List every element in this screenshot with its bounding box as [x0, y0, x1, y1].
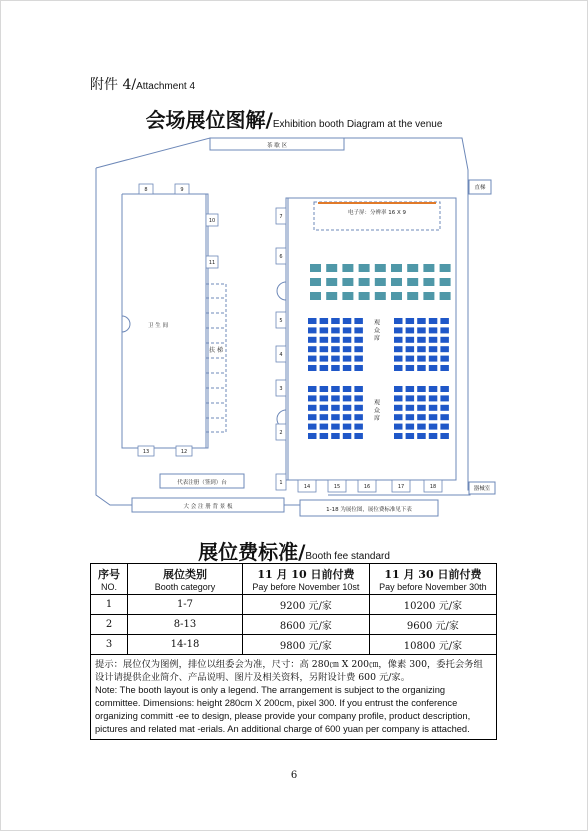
audience-seat: [331, 365, 340, 371]
audience-seat: [354, 424, 363, 430]
fee-table: [90, 563, 497, 740]
vip-seat: [407, 278, 418, 286]
cell-no: 2: [91, 615, 128, 635]
audience-seat: [406, 395, 415, 401]
audience-seat: [394, 405, 403, 411]
note-cell: [91, 655, 497, 740]
audience-seat: [308, 337, 317, 343]
audience-seat: [354, 327, 363, 333]
audience-seat: [354, 433, 363, 439]
audience-seat: [354, 337, 363, 343]
cell-before10: 9200 元/家: [243, 595, 370, 615]
cell-before30: 10200 元/家: [369, 595, 496, 615]
audience-seat: [429, 365, 438, 371]
left-room: [122, 194, 208, 448]
audience-seat: [320, 395, 329, 401]
booth-13-label: 13: [142, 449, 150, 455]
audience-seat: [343, 327, 352, 333]
audience-seat: [331, 424, 340, 430]
audience-seat: [308, 414, 317, 420]
booth-2-label: 2: [279, 430, 283, 436]
audience-seat: [406, 337, 415, 343]
vip-seat: [423, 278, 434, 286]
audience-seat: [429, 386, 438, 392]
audience-seat: [331, 356, 340, 362]
legend-label: 1-18 为展位图，展位费标准见下表: [326, 507, 412, 513]
attachment-label: 附件 4/Attachment 4: [90, 77, 195, 93]
vip-seat: [423, 292, 434, 300]
audience-seat: [320, 433, 329, 439]
cell-before30: 9600 元/家: [369, 615, 496, 635]
booth-3-label: 3: [279, 386, 283, 392]
audience-seat: [429, 318, 438, 324]
audience-seat: [331, 386, 340, 392]
note-zh: 提示：展位仅为图例，排位以组委会为准，尺寸：高 280㎝ X 200㎝，像素 300，委托会务组设计请提供企业简介、产品说明、图片及相关资料，另附设计费 600 元/家。: [95, 659, 483, 683]
audience-seat: [343, 318, 352, 324]
vip-seat: [440, 278, 451, 286]
vip-seat: [391, 278, 402, 286]
screen-box: [314, 202, 440, 230]
audience-seat: [417, 395, 426, 401]
audience-seat: [343, 386, 352, 392]
audience-seat: [308, 365, 317, 371]
audience-seat: [308, 386, 317, 392]
vip-seat: [391, 264, 402, 272]
audience-seat: [331, 337, 340, 343]
cell-category: 14-18: [128, 635, 243, 655]
fee-title: 展位费标准/Booth fee standard: [198, 540, 390, 564]
booth-5-label: 5: [279, 318, 283, 324]
vip-seat: [423, 264, 434, 272]
audience-seat: [308, 318, 317, 324]
audience-area-label: 观 众 席: [372, 319, 380, 341]
vip-seat: [359, 292, 370, 300]
audience-seat: [406, 433, 415, 439]
audience-seat: [343, 414, 352, 420]
audience-seat: [354, 395, 363, 401]
booth-14-label: 14: [303, 484, 311, 490]
vip-seat: [326, 264, 337, 272]
audience-seat: [331, 318, 340, 324]
booth-6-label: 6: [279, 254, 283, 260]
audience-seat: [417, 327, 426, 333]
audience-seat: [320, 414, 329, 420]
audience-seat: [331, 414, 340, 420]
audience-seat: [394, 424, 403, 430]
col-category: 展位类别 Booth category: [128, 564, 243, 595]
audience-seat: [331, 395, 340, 401]
audience-seat: [394, 356, 403, 362]
audience-seat: [417, 318, 426, 324]
vip-seat: [375, 292, 386, 300]
audience-seat: [440, 356, 449, 362]
audience-seat: [394, 327, 403, 333]
audience-seat: [440, 395, 449, 401]
audience-seat: [429, 433, 438, 439]
audience-seat: [394, 414, 403, 420]
audience-seat: [406, 414, 415, 420]
audience-seat: [331, 405, 340, 411]
screen-label: 电子屏：分辨率 16 X 9: [347, 210, 407, 216]
cell-category: 8-13: [128, 615, 243, 635]
audience-seat: [354, 414, 363, 420]
audience-seat: [308, 424, 317, 430]
restroom-label: 卫 生 间: [148, 323, 168, 329]
audience-seat: [320, 356, 329, 362]
audience-seat: [354, 365, 363, 371]
registration-label: 代表注册（签到）台: [177, 480, 227, 486]
audience-seat: [308, 327, 317, 333]
audience-seat: [331, 327, 340, 333]
diagram-title: 会场展位图解/Exhibition booth Diagram at the venue: [145, 108, 443, 132]
vip-seat: [359, 278, 370, 286]
audience-seat: [440, 386, 449, 392]
booth-18-label: 18: [429, 484, 437, 490]
vip-seat: [342, 264, 353, 272]
audience-seat: [331, 433, 340, 439]
audience-seat: [308, 356, 317, 362]
booth-8-label: 8: [144, 187, 148, 193]
table-row: [91, 615, 497, 635]
audience-seat: [417, 433, 426, 439]
col-no: 序号 NO.: [91, 564, 128, 595]
audience-seat: [320, 346, 329, 352]
audience-seat: [429, 346, 438, 352]
cell-before30: 10800 元/家: [369, 635, 496, 655]
audience-seat: [354, 386, 363, 392]
cell-before10: 9800 元/家: [243, 635, 370, 655]
booth-17-label: 17: [397, 484, 405, 490]
vip-seat: [342, 292, 353, 300]
audience-seat: [406, 405, 415, 411]
audience-seat: [406, 346, 415, 352]
audience-seat: [320, 365, 329, 371]
tea-area-label: 茶 歇 区: [267, 143, 287, 149]
page-number: 6: [290, 770, 298, 781]
vip-seat: [391, 292, 402, 300]
audience-seat: [331, 346, 340, 352]
audience-seat: [417, 424, 426, 430]
vip-seat: [375, 278, 386, 286]
audience-seat: [320, 386, 329, 392]
vip-seat: [342, 278, 353, 286]
audience-seat: [429, 414, 438, 420]
audience-seat: [429, 327, 438, 333]
audience-seat: [440, 365, 449, 371]
audience-seat: [343, 337, 352, 343]
audience-seat: [406, 327, 415, 333]
audience-seat: [440, 318, 449, 324]
audience-seat: [394, 346, 403, 352]
audience-seat: [440, 327, 449, 333]
cell-before10: 8600 元/家: [243, 615, 370, 635]
audience-area-label-2: 观 众 席: [372, 399, 380, 421]
vip-seat: [440, 292, 451, 300]
vip-seat: [375, 264, 386, 272]
audience-seat: [429, 395, 438, 401]
audience-seat: [343, 395, 352, 401]
vip-seat: [310, 264, 321, 272]
audience-seat: [394, 318, 403, 324]
audience-seat: [354, 318, 363, 324]
booth-15-label: 15: [333, 484, 341, 490]
vip-seat: [310, 278, 321, 286]
col-before30: 11 月 30 日前付费 Pay before November 30th: [369, 564, 496, 595]
audience-seat: [406, 365, 415, 371]
note-row: [91, 655, 497, 740]
booth-1-label: 1: [279, 480, 283, 486]
audience-seat: [308, 395, 317, 401]
audience-seat: [440, 405, 449, 411]
audience-seat: [440, 337, 449, 343]
cell-no: 3: [91, 635, 128, 655]
audience-seat: [343, 365, 352, 371]
audience-seat: [320, 337, 329, 343]
audience-seat: [417, 346, 426, 352]
stairs-label: 扶 梯: [209, 347, 223, 354]
audience-seat: [394, 395, 403, 401]
audience-seat: [429, 405, 438, 411]
audience-seat: [406, 356, 415, 362]
audience-seat: [308, 433, 317, 439]
booth-4-label: 4: [279, 352, 283, 358]
audience-seat: [343, 433, 352, 439]
audience-seat: [354, 356, 363, 362]
audience-seat: [417, 365, 426, 371]
audience-seat: [394, 433, 403, 439]
audience-seat: [394, 386, 403, 392]
table-row: [91, 635, 497, 655]
audience-seat: [343, 424, 352, 430]
audience-seat: [308, 346, 317, 352]
booth-11-label: 11: [208, 260, 216, 266]
audience-seat: [343, 346, 352, 352]
audience-seat: [394, 365, 403, 371]
audience-seat: [343, 356, 352, 362]
vip-seat: [326, 292, 337, 300]
audience-seat: [406, 424, 415, 430]
audience-seat: [417, 414, 426, 420]
audience-seat: [394, 337, 403, 343]
storage-label: 器械室: [473, 486, 491, 492]
audience-seat: [417, 337, 426, 343]
audience-seat: [343, 405, 352, 411]
backdrop-label: 大 会 注 册 背 景 板: [183, 504, 233, 510]
vip-seat: [310, 292, 321, 300]
audience-seat: [429, 424, 438, 430]
audience-seat: [429, 337, 438, 343]
audience-seat: [440, 433, 449, 439]
audience-seat: [320, 424, 329, 430]
booth-10-label: 10: [208, 218, 216, 224]
audience-seat: [354, 405, 363, 411]
audience-seat: [406, 318, 415, 324]
booth-9-label: 9: [180, 187, 184, 193]
vip-seat: [407, 264, 418, 272]
audience-seat: [429, 356, 438, 362]
booth-12-label: 12: [180, 449, 188, 455]
audience-seat: [417, 356, 426, 362]
audience-seat: [320, 318, 329, 324]
audience-seat: [354, 346, 363, 352]
vip-seat: [407, 292, 418, 300]
vip-seat: [359, 264, 370, 272]
audience-seat: [417, 386, 426, 392]
table-row: [91, 595, 497, 615]
audience-seat: [308, 405, 317, 411]
audience-seat: [440, 346, 449, 352]
note-en: Note: The booth layout is only a legend. The arrangement is subject to the organizing committee. Dimensions: height 280cm X 200cm, pixel 300. If you entrust the conference organizing committ -ee to design, please provide your company profile, product description, pictures and related mat -erials. An additional charge of 600 yuan per company is attached.: [95, 685, 471, 734]
audience-seat: [417, 405, 426, 411]
audience-seat: [320, 327, 329, 333]
col-before10: 11 月 10 日前付费 Pay before November 10st: [243, 564, 370, 595]
booth-7-label: 7: [279, 214, 283, 220]
audience-seat: [440, 414, 449, 420]
cell-category: 1-7: [128, 595, 243, 615]
booth-16-label: 16: [363, 484, 371, 490]
vip-seat: [326, 278, 337, 286]
cell-no: 1: [91, 595, 128, 615]
elevator-label: 直梯: [474, 185, 486, 191]
audience-seat: [440, 424, 449, 430]
audience-seat: [406, 386, 415, 392]
fee-table-header: [91, 564, 497, 595]
audience-seat: [320, 405, 329, 411]
vip-seat: [440, 264, 451, 272]
